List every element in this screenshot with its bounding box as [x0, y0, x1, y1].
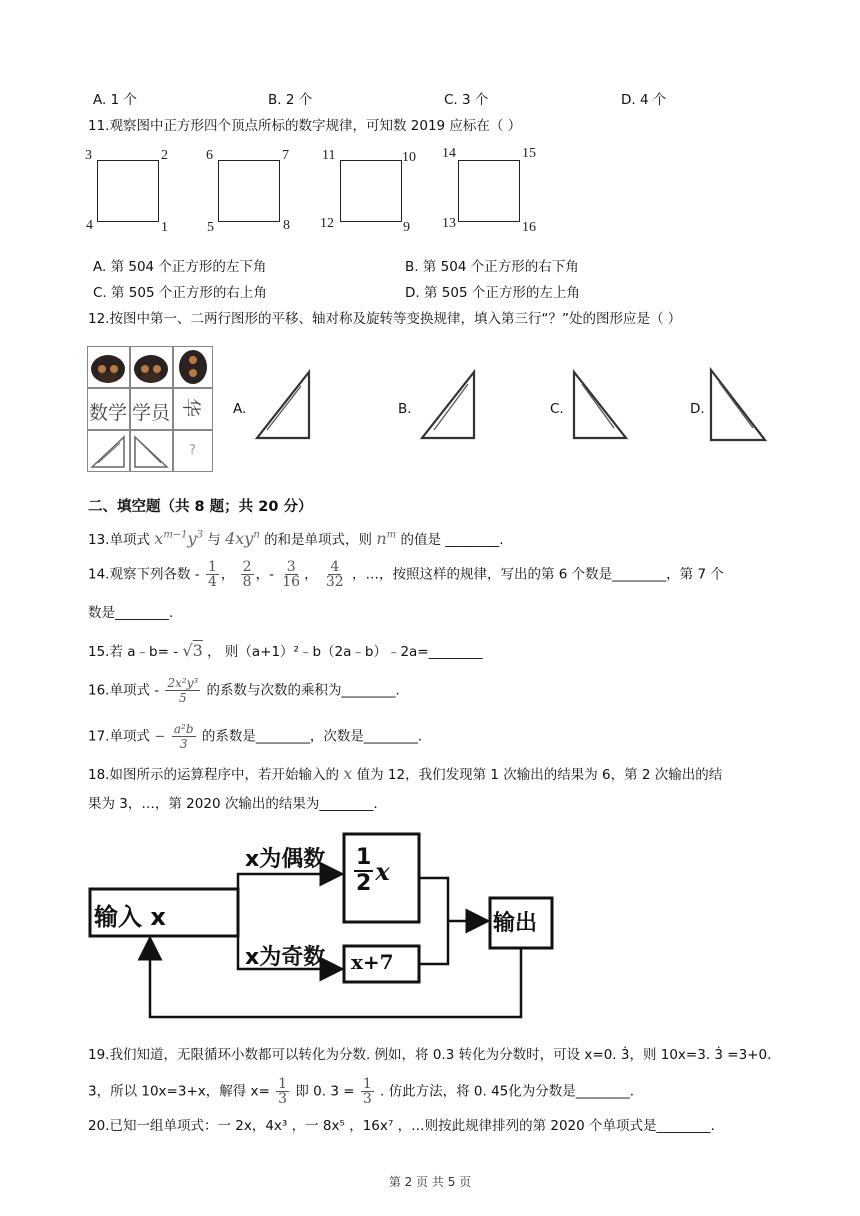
- q13: [88, 528, 504, 548]
- flow-odd-op: x+7: [351, 950, 394, 974]
- square-3: [340, 160, 402, 222]
- q14-frac-3: $\frac{3}{16}$: [282, 559, 301, 590]
- page-footer: 第 2 页 共 5 页: [388, 1175, 472, 1189]
- q19-line2: 3̇，所以 10x=3+x，解得 x= $\frac{1}{3}$ 即 0. 3̇ = $\frac{1}{3}$ . 仿此方法，将 0. 4̇5̇化为分数是________.: [88, 1076, 635, 1107]
- q13-post: 的和是单项式，则: [264, 532, 373, 548]
- q16-pre: 16.单项式 -: [88, 682, 160, 699]
- grid-cell-2-3: [173, 388, 213, 430]
- grid-cell-3-2: [130, 430, 173, 472]
- q12-option-c: C.: [550, 401, 564, 417]
- q13-term3: $n^m$: [376, 529, 397, 548]
- square-2-tl: 6: [206, 148, 213, 163]
- girl-image-icon: [131, 347, 172, 387]
- q11-option-b: B. 第 504 个正方形的右下角: [405, 259, 579, 275]
- q18-line1: 18.如图所示的运算程序中，若开始输入的 x 值为 12，我们发现第 1 次输出的结果为 6，第 2 次输出的结: [88, 764, 723, 783]
- square-3-tr: 10: [402, 150, 416, 165]
- grid-cell-3-1: [87, 430, 130, 472]
- q10-option-a: A. 1 个: [93, 92, 137, 108]
- square-3-bl: 12: [320, 216, 334, 231]
- square-4-tl: 14: [442, 146, 456, 161]
- q16-post: 的系数与次数的乘积为________.: [206, 682, 400, 699]
- square-2-br: 8: [283, 218, 290, 233]
- q17: 17.单项式 − $\frac{\text{a²b}}{3}$ 的系数是________，次数是________.: [88, 722, 423, 751]
- q17-pre: 17.单项式: [88, 728, 150, 745]
- square-1-tr: 2: [161, 148, 168, 163]
- grid-text-2: 学员: [132, 402, 171, 424]
- q20: 20.已知一组单项式：一 2x，4x³ ，一 8x⁵ ，16x⁷ ，…则按此规律排列的第 2020 个单项式是________.: [88, 1118, 715, 1134]
- q17-post: 的系数是________，次数是________.: [201, 728, 423, 745]
- q12-option-c-triangle-icon: [570, 368, 630, 442]
- q15-pre: 15.若 a﹣b= -: [88, 644, 179, 660]
- girl-image-rotated-icon: [174, 347, 212, 387]
- q19-frac-2: $\frac{1}{3}$: [362, 1076, 372, 1107]
- q10-option-d: D. 4 个: [621, 92, 667, 108]
- square-3-tl: 11: [322, 148, 336, 163]
- q13-term2: $4xy^n$: [225, 529, 260, 548]
- q18-line2: 果为 3，…，第 2020 次输出的结果为________.: [88, 796, 378, 812]
- q14: 14.观察下列各数 - $\frac{1}{4}$ ， $\frac{2}{8}$ ，- $\frac{3}{16}$ ， $\frac{4}{32}$ ，…，按照这样的规律，写出的第 6 个数是________，第 7 个: [88, 559, 724, 590]
- q13-mid: 与: [207, 532, 221, 548]
- q13-pre: 13.单项式: [88, 532, 150, 548]
- triangle-icon: [88, 431, 129, 471]
- q12-option-d-triangle-icon: [707, 366, 769, 444]
- q13-term1: $x^{m-1}y^3$: [154, 529, 203, 548]
- grid-cell-1-3: [173, 346, 213, 388]
- q19-line1: 19.我们知道，无限循环小数都可以转化为分数. 例如，将 0.3 转化为分数时，可设 x=0. 3̇，则 10x=3. 3̇ =3+0.: [88, 1047, 772, 1063]
- square-3-br: 9: [403, 220, 410, 235]
- q17-frac: $\frac{\text{a²b}}{3}$: [173, 722, 194, 751]
- q14-post: ，…，按照这样的规律，写出的第 6 个数是________，第 7 个: [352, 566, 724, 583]
- q16: [88, 676, 400, 705]
- grid-cell-2-1: [87, 388, 130, 430]
- sqrt-icon: √3: [182, 641, 203, 660]
- q13-tail: 的值是 ________.: [400, 532, 504, 548]
- q14-frac-2: $\frac{2}{8}$: [242, 559, 252, 590]
- q15: [88, 640, 483, 660]
- q12-option-a: A.: [233, 401, 247, 417]
- square-2: [218, 160, 280, 222]
- q14-pre: 14.观察下列各数 -: [88, 566, 200, 583]
- square-4: [458, 160, 520, 222]
- grid-text-1: 数学: [89, 402, 128, 424]
- q12-option-a-triangle-icon: [253, 368, 313, 442]
- q15-post: ， 则（a+1）²﹣b（2a﹣b）﹣2a=________: [207, 644, 483, 660]
- q12-stem: 12.按图中第一、二两行图形的平移、轴对称及旋转等变换规律，填入第三行“？”处的图形应是（ ）: [88, 311, 682, 327]
- grid-text-3: 华: [180, 397, 203, 418]
- grid-cell-1-1: [87, 346, 130, 388]
- flow-odd-label: x为奇数: [245, 945, 326, 970]
- grid-cell-2-2: [130, 388, 173, 430]
- square-4-bl: 13: [442, 216, 456, 231]
- q14-frac-4: $\frac{4}{32}$: [325, 559, 344, 590]
- q14-frac-1: $\frac{1}{4}$: [207, 559, 217, 590]
- q19-frac-1: $\frac{1}{3}$: [278, 1076, 288, 1107]
- q11-option-a: A. 第 504 个正方形的左下角: [93, 259, 267, 275]
- square-4-tr: 15: [522, 146, 536, 161]
- flow-even-op: 1 2 x: [356, 845, 390, 896]
- girl-image-icon: [88, 347, 129, 387]
- flow-input-box: 输入 x: [94, 903, 166, 931]
- square-1: [97, 160, 159, 222]
- q12-option-d: D.: [690, 401, 705, 417]
- square-1-bl: 4: [86, 218, 93, 233]
- triangle-icon: [131, 431, 172, 471]
- square-1-tl: 3: [85, 148, 92, 163]
- q11-stem: 11.观察图中正方形四个顶点所标的数字规律，可知数 2019 应标在（ ）: [88, 118, 522, 134]
- q14-line2: 数是________.: [88, 605, 174, 621]
- q16-frac: $\frac{\text{2x²y³}}{5}$: [167, 676, 199, 705]
- q11-option-c: C. 第 505 个正方形的右上角: [93, 285, 267, 301]
- square-1-br: 1: [161, 220, 168, 235]
- question-mark: ?: [189, 443, 196, 458]
- section-2-heading: 二、填空题（共 8 题；共 20 分）: [88, 499, 313, 515]
- grid-cell-1-2: [130, 346, 173, 388]
- q10-option-b: B. 2 个: [268, 92, 313, 108]
- q12-option-b: B.: [398, 401, 412, 417]
- q12-option-b-triangle-icon: [418, 368, 478, 442]
- square-4-br: 16: [522, 220, 536, 235]
- q10-option-c: C. 3 个: [444, 92, 489, 108]
- square-2-bl: 5: [207, 220, 214, 235]
- flow-output-box: 输出: [493, 911, 538, 936]
- flow-even-label: x为偶数: [245, 847, 326, 872]
- q11-option-d: D. 第 505 个正方形的左上角: [405, 285, 580, 301]
- square-2-tr: 7: [282, 148, 289, 163]
- grid-cell-3-3: [173, 430, 213, 472]
